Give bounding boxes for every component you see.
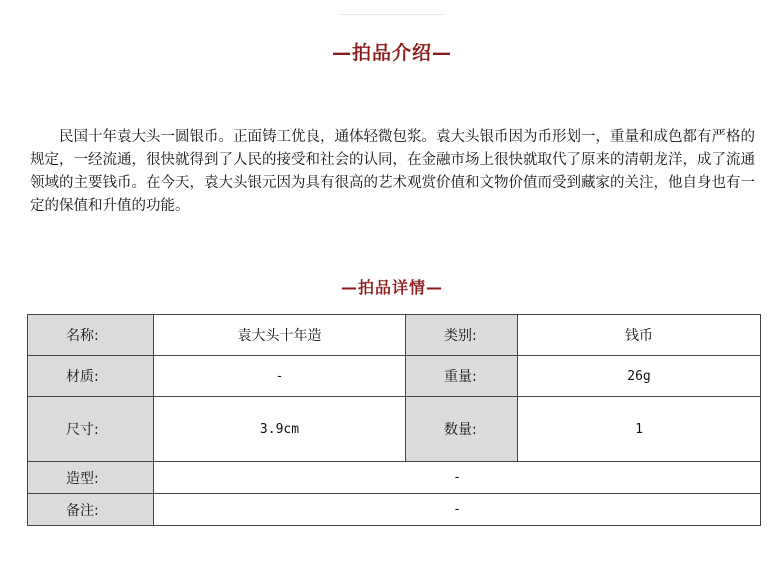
details-table (27, 314, 761, 526)
material-label: 材质: (28, 356, 154, 397)
intro-section-title: —拍品介绍— (331, 42, 452, 64)
notes-value: - (154, 494, 761, 526)
table-row (28, 397, 761, 462)
quantity-value: 1 (518, 397, 761, 462)
top-divider (340, 14, 444, 15)
weight-value: 26g (518, 356, 761, 397)
table-row (28, 462, 761, 494)
table-row (28, 315, 761, 356)
intro-paragraph: 民国十年袁大头一圆银币。正面铸工优良，通体轻微包浆。袁大头银币因为币形划一，重量和成色都有严格的规定，一经流通，很快就得到了人民的接受和社会的认同，在金融市场上很快就取代了原来的清朝龙洋，成了流通领域的主要钱币。在今天，袁大头银元因为具有很高的艺术观赏价值和文物价值而受到藏家的关注，他自身也有一定的保值和升值的功能。 (30, 129, 755, 214)
material-value: - (154, 356, 406, 397)
shape-label: 造型: (28, 462, 154, 494)
category-label: 类别: (406, 315, 518, 356)
table-row (28, 356, 761, 397)
shape-value: - (154, 462, 761, 494)
details-section-title: —拍品详情— (340, 278, 443, 297)
weight-label: 重量: (406, 356, 518, 397)
notes-label: 备注: (28, 494, 154, 526)
quantity-label: 数量: (406, 397, 518, 462)
size-value: 3.9cm (154, 397, 406, 462)
name-label: 名称: (28, 315, 154, 356)
category-value: 钱币 (518, 315, 761, 356)
size-label: 尺寸: (28, 397, 154, 462)
name-value: 袁大头十年造 (154, 315, 406, 356)
table-row (28, 494, 761, 526)
